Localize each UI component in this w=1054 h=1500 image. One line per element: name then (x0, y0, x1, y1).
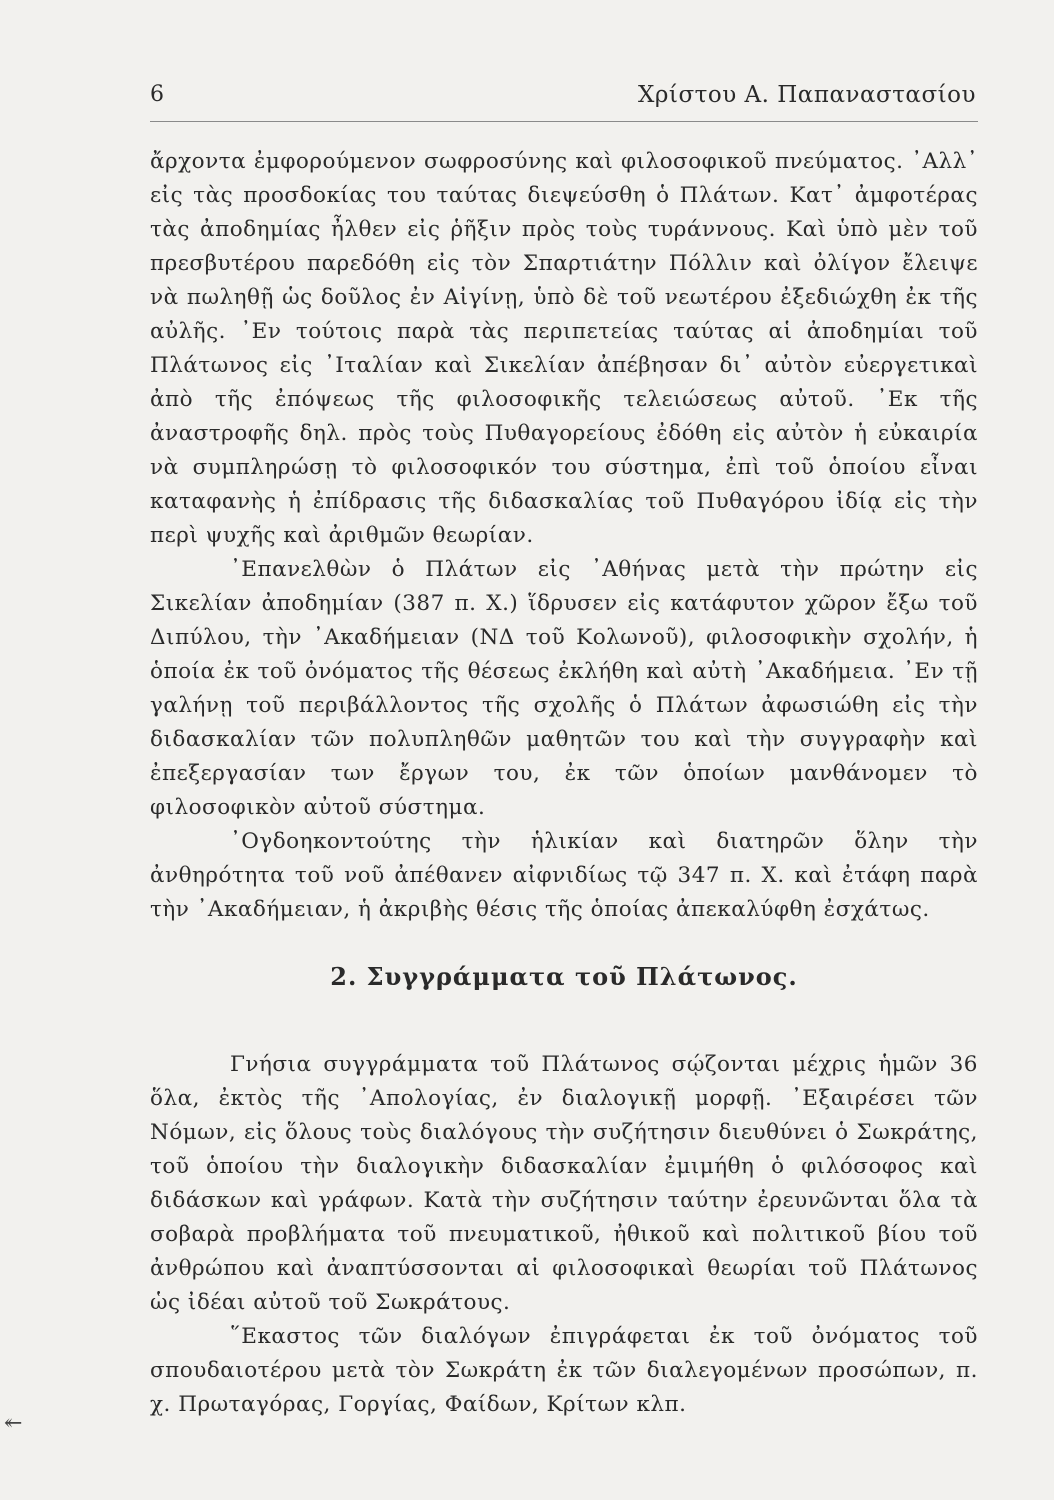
running-head-title: Χρίστου Α. Παπαναστασίου (638, 82, 976, 108)
body-text (150, 145, 978, 927)
running-head (150, 82, 976, 112)
section-text (150, 1048, 978, 1422)
section-heading: 2. Συγγράμματα τοῦ Πλάτωνος. (330, 962, 798, 991)
paragraph-academy: ᾿Επανελθὼν ὁ Πλάτων εἰς ᾿Αθήνας μετὰ τὴν πρώτην εἰς Σικελίαν ἀποδημίαν (387 π. Χ.) ἵδρυσεν εἰς κατάφυτον χῶρον ἔξω τοῦ Διπύλου, τὴν ᾿Ακαδήμειαν (ΝΔ τοῦ Κολωνοῦ), φιλοσοφικὴν σχολήν, ἡ ὁποία ἐκ τοῦ ὀνόματος τῆς θέσεως ἐκλήθη καὶ αὐτὴ ᾿Ακαδήμεια. ᾿Εν τῇ γαλήνῃ τοῦ περιβάλλοντος τῆς σχολῆς ὁ Πλάτων ἀφωσιώθη εἰς τὴν διδασκαλίαν τῶν πολυπληθῶν μαθητῶν του καὶ τὴν συγγραφὴν καὶ ἐπεξεργασίαν των ἔργων του, ἐκ τῶν ὁποίων μανθάνομεν τὸ φιλοσοφικὸν αὐτοῦ σύστημα. (150, 557, 978, 820)
header-rule (150, 121, 978, 122)
paragraph-continuation: ἄρχοντα ἐμφορούμενον σωφροσύνης καὶ φιλοσοφικοῦ πνεύματος. ᾿Αλλ᾿ εἰς τὰς προσδοκίας του ταύτας διεψεύσθη ὁ Πλάτων. Κατ᾿ ἀμφοτέρας τὰς ἀποδημίας ἦλθεν εἰς ῥῆξιν πρὸς τοὺς τυράννους. Καὶ ὑπὸ μὲν τοῦ πρεσβυτέρου παρεδόθη εἰς τὸν Σπαρτιάτην Πόλλιν καὶ ὀλίγον ἔλειψε νὰ πωληθῇ ὡς δοῦλος ἐν Αἰγίνῃ, ὑπὸ δὲ τοῦ νεωτέρου ἐξεδιώχθη ἐκ τῆς αὐλῆς. ᾿Εν τούτοις παρὰ τὰς περιπετείας ταύτας αἱ ἀποδημίαι τοῦ Πλάτωνος εἰς ᾿Ιταλίαν καὶ Σικελίαν ἀπέβησαν δι᾿ αὐτὸν εὐεργετικαὶ ἀπὸ τῆς ἐπόψεως τῆς φιλοσοφικῆς τελειώσεως αὐτοῦ. ᾿Εκ τῆς ἀναστροφῆς δηλ. πρὸς τοὺς Πυθαγορείους ἐδόθη εἰς αὐτὸν ἡ εὐκαιρία νὰ συμπληρώσῃ τὸ φιλοσοφικόν του σύστημα, ἐπὶ τοῦ ὁποίου εἶναι καταφανὴς ἡ ἐπίδρασις τῆς διδασκαλίας τοῦ Πυθαγόρου ἰδίᾳ εἰς τὴν περὶ ψυχῆς καὶ ἀριθμῶν θεωρίαν. (150, 149, 978, 548)
margin-arrow-icon: ↞ (4, 1411, 23, 1436)
page-number: 6 (150, 82, 164, 107)
paragraph-works: Γνήσια συγγράμματα τοῦ Πλάτωνος σῴζονται μέχρις ἡμῶν 36 ὅλα, ἐκτὸς τῆς ᾿Απολογίας, ἐν διαλογικῇ μορφῇ. ᾿Εξαιρέσει τῶν Νόμων, εἰς ὅλους τοὺς διαλόγους τὴν συζήτησιν διευθύνει ὁ Σωκράτης, τοῦ ὁποίου τὴν διαλογικὴν διδασκαλίαν ἐμιμήθη ὁ φιλόσοφος καὶ διδάσκων καὶ γράφων. Κατὰ τὴν συζήτησιν ταύτην ἐρευνῶνται ὅλα τὰ σοβαρὰ προβλήματα τοῦ πνευματικοῦ, ἠθικοῦ καὶ πολιτικοῦ βίου τοῦ ἀνθρώπου καὶ ἀναπτύσσονται αἱ φιλοσοφικαὶ θεωρίαι τοῦ Πλάτωνος ὡς ἰδέαι αὐτοῦ τοῦ Σωκράτους. (150, 1052, 978, 1315)
paragraph-death: ᾿Ογδοηκοντούτης τὴν ἡλικίαν καὶ διατηρῶν ὅλην τὴν ἀνθηρότητα τοῦ νοῦ ἀπέθανεν αἰφνιδίως τῷ 347 π. Χ. καὶ ἐτάφη παρὰ τὴν ᾿Ακαδήμειαν, ἡ ἀκριβὴς θέσις τῆς ὁποίας ἀπεκαλύφθη ἐσχάτως. (150, 829, 978, 922)
paragraph-titles: ῞Εκαστος τῶν διαλόγων ἐπιγράφεται ἐκ τοῦ ὀνόματος τοῦ σπουδαιοτέρου μετὰ τὸν Σωκράτη ἐκ τῶν διαλεγομένων προσώπων, π. χ. Πρωταγόρας, Γοργίας, Φαίδων, Κρίτων κλπ. (150, 1324, 978, 1417)
